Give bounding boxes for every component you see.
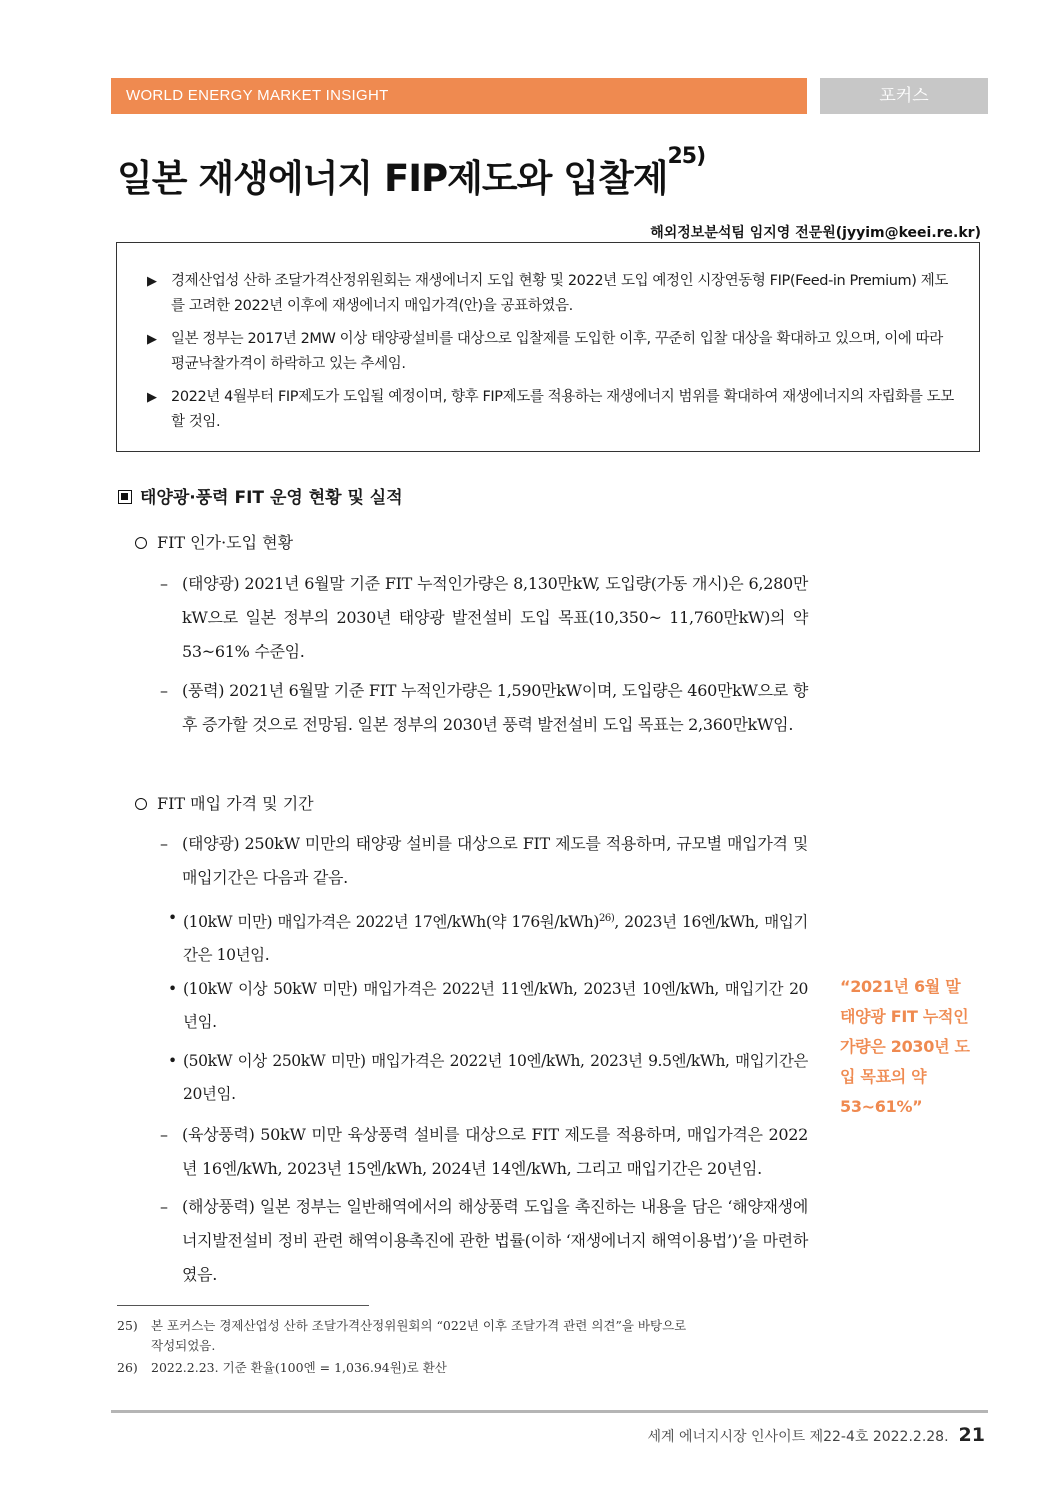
paragraph-wind-approval: – (풍력) 2021년 6월말 기준 FIT 누적인가량은 1,590만kW이며, 도입량은 460만kW으로 향후 증가할 것으로 전망됨. 일본 정부의 2030년 풍력 발전설비 도입 목표는 2,360만kW임. (160, 681, 808, 734)
footnote-26: 26) 2022.2.23. 기준 환율(100엔 = 1,036.94원)로 환산 (117, 1360, 447, 1375)
header-banner: WORLD ENERGY MARKET INSIGHT (111, 78, 807, 114)
title-footnote-ref: 25) (667, 144, 706, 169)
bullet-50-250kw: • (50kW 이상 250kW 미만) 매입가격은 2022년 10엔/kWh, 2023년 9.5엔/kWh, 매입기간은 20년임. (168, 1052, 808, 1103)
publication-info: 세계 에너지시장 인사이트 제22-4호 2022.2.28. (647, 1429, 949, 1445)
sidebar-quote: “2021년 6월 말 태양광 FIT 누적인가량은 2030년 도입 목표의 약 53~61%” (840, 977, 970, 1116)
circle-bullet-icon (135, 537, 147, 549)
bullet-under-10kw: • (10kW 미만) 매입가격은 2022년 17엔/kWh(약 176원/kWh)$^{26)}$, 2023년 16엔/kWh, 매입기간은 10년임. (168, 909, 808, 965)
footnote-divider (117, 1305, 369, 1306)
section-tab: 포커스 (820, 78, 988, 114)
page-title (117, 144, 997, 202)
subsection-heading: FIT 인가·도입 현황 (135, 530, 293, 553)
triangle-bullet-icon: ▶ (147, 390, 157, 405)
paragraph-solar-approval: – (태양광) 2021년 6월말 기준 FIT 누적인가량은 8,130만kW, 도입량(가동 개시)은 6,280만kW으로 일본 정부의 2030년 태양광 발전설비 도입 목표(10,350~ 11,760만kW)의 약 53~61% 수준임. (160, 574, 808, 661)
footnote-ref: 26) (598, 913, 615, 924)
footer-divider (111, 1410, 988, 1413)
summary-item: ▶ 경제산업성 산하 조달가격산정위원회는 재생에너지 도입 현황 및 2022년 도입 예정인 시장연동형 FIP(Feed-in Premium) 제도를 고려한 2022년 이후에 재생에너지 매입가격(안)을 공표하였음. (147, 269, 955, 319)
footnote-25: 25) 본 포커스는 경제산업성 산하 조달가격산정위원회의 “022년 이후 조달가격 관련 의견”을 바탕으로 작성되었음. (117, 1318, 687, 1353)
square-bullet-icon (118, 490, 132, 504)
title-text: 일본 재생에너지 FIP제도와 입찰제 (117, 157, 668, 200)
section-heading: 태양광·풍력 FIT 운영 현황 및 실적 (118, 483, 403, 508)
bullet-10-50kw: • (10kW 이상 50kW 미만) 매입가격은 2022년 11엔/kWh, 2023년 10엔/kWh, 매입기간 20년임. (168, 980, 808, 1031)
subsection-heading: FIT 매입 가격 및 기간 (135, 791, 314, 814)
circle-bullet-icon (135, 798, 147, 810)
summary-item: ▶ 2022년 4월부터 FIP제도가 도입될 예정이며, 향후 FIP제도를 적용하는 재생에너지 범위를 확대하여 재생에너지의 자립화를 도모할 것임. (147, 385, 955, 435)
page-footer (647, 1424, 985, 1446)
summary-item: ▶ 일본 정부는 2017년 2MW 이상 태양광설비를 대상으로 입찰제를 도입한 이후, 꾸준히 입찰 대상을 확대하고 있으며, 이에 따라 평균낙찰가격이 하락하고 있는 추세임. (147, 327, 955, 377)
author-line: 해외정보분석팀 임지영 전문원(jyyim@keei.re.kr) (650, 225, 981, 241)
triangle-bullet-icon: ▶ (147, 274, 157, 289)
summary-box (116, 242, 980, 452)
triangle-bullet-icon: ▶ (147, 332, 157, 347)
page-number: 21 (958, 1424, 985, 1446)
paragraph-solar-fit: – (태양광) 250kW 미만의 태양광 설비를 대상으로 FIT 제도를 적용하며, 규모별 매입가격 및 매입기간은 다음과 같음. (160, 834, 808, 887)
paragraph-offshore-wind: – (해상풍력) 일본 정부는 일반해역에서의 해상풍력 도입을 촉진하는 내용을 담은 ‘해양재생에너지발전설비 정비 관련 해역이용촉진에 관한 법률(이하 ‘재생에너지 해역이용법’)’을 마련하였음. (160, 1197, 808, 1284)
paragraph-onshore-wind: – (육상풍력) 50kW 미만 육상풍력 설비를 대상으로 FIT 제도를 적용하며, 매입가격은 2022년 16엔/kWh, 2023년 15엔/kWh, 2024년 14엔/kWh, 그리고 매입기간은 20년임. (160, 1125, 808, 1178)
